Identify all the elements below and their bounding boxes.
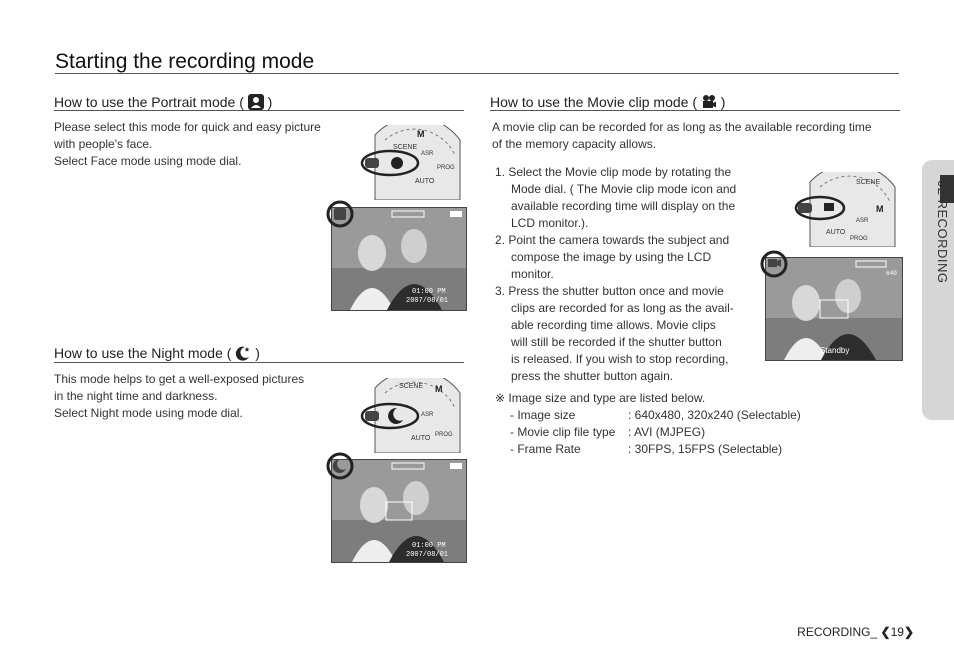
movie-heading-text: How to use the Movie clip mode (	[490, 94, 697, 110]
portrait-mode-dial	[355, 125, 465, 200]
dial-asr-label: ASR	[421, 412, 434, 418]
dial-m-label: M	[417, 129, 425, 139]
spec-value: : 30FPS, 15FPS (Selectable)	[628, 442, 783, 456]
spec-row	[510, 407, 801, 424]
dial-m-label: M	[435, 384, 443, 394]
movie-lcd-resolution: 640	[886, 270, 897, 277]
dial-auto-label: AUTO	[411, 435, 431, 442]
chapter-tab-label: 02 RECORDING	[935, 180, 950, 284]
dial-prog-label: PROG	[435, 432, 453, 438]
night-mode-icon	[235, 345, 251, 361]
movie-intro-line: A movie clip can be recorded for as long as the available recording time	[492, 120, 872, 134]
movie-heading	[490, 94, 725, 110]
night-divider	[54, 362, 464, 363]
step-2-line: compose the image by using the LCD	[511, 250, 712, 264]
dial-m-label: M	[876, 204, 884, 214]
dial-scene-label: SCENE	[856, 179, 881, 186]
night-lcd-mode-highlight	[326, 452, 354, 480]
portrait-line: Please select this mode for quick and easy picture	[54, 120, 321, 134]
spec-label: - Image size	[510, 408, 576, 422]
step-3-line: clips are recorded for as long as the avail-	[511, 301, 734, 315]
step-2-line: 2. Point the camera towards the subject and	[495, 233, 730, 247]
dial-auto-label: AUTO	[415, 178, 435, 185]
movie-clip-icon	[701, 94, 717, 110]
spec-row	[510, 441, 801, 458]
night-heading	[54, 345, 260, 361]
step-1-line: available recording time will display on the	[511, 199, 736, 213]
movie-specs	[510, 407, 801, 458]
step-3-line: able recording time allows. Movie clips	[511, 318, 716, 332]
chapter-tab-label-wrap	[920, 170, 954, 410]
footer-bracket-right: ❯	[903, 625, 914, 639]
dial-prog-label: PROG	[850, 236, 868, 242]
night-line: This mode helps to get a well-exposed pictures	[54, 372, 305, 386]
dial-asr-label: ASR	[856, 218, 869, 224]
movie-heading-close: )	[720, 94, 726, 110]
portrait-heading-text: How to use the Portrait mode (	[54, 94, 244, 110]
night-lcd-time: 01:00 PM	[412, 542, 446, 550]
movie-mode-dial	[790, 172, 900, 247]
portrait-mode-icon	[248, 94, 264, 110]
step-1-line: 1. Select the Movie clip mode by rotating the	[495, 165, 732, 179]
dial-scene-label: SCENE	[399, 383, 424, 390]
night-heading-text: How to use the Night mode (	[54, 345, 232, 361]
dial-prog-label: PROG	[437, 165, 455, 171]
night-line: Select Night mode using mode dial.	[54, 406, 243, 420]
step-3-line: 3. Press the shutter button once and movie	[495, 284, 724, 298]
step-2-line: monitor.	[511, 267, 554, 281]
night-lcd-date: 2007/08/01	[406, 551, 449, 559]
page-number: 19	[890, 625, 904, 639]
movie-intro-line: of the memory capacity allows.	[492, 137, 657, 151]
dial-auto-label: AUTO	[826, 229, 846, 236]
step-3-line: will still be recorded if the shutter button	[511, 335, 722, 349]
night-heading-close: )	[255, 345, 260, 361]
footer-bracket-left: ❮	[880, 625, 891, 639]
portrait-line: with people's face.	[54, 137, 153, 151]
portrait-description	[54, 119, 321, 170]
title-divider	[55, 73, 899, 74]
dial-asr-label: ASR	[421, 151, 434, 157]
portrait-divider	[54, 110, 464, 111]
step-3-line: is released. If you wish to stop recording,	[511, 352, 729, 366]
portrait-heading	[54, 94, 272, 110]
night-description	[54, 371, 304, 422]
movie-lcd-standby: Standby	[820, 346, 850, 355]
spec-row	[510, 424, 801, 441]
page-title: Starting the recording mode	[55, 50, 315, 73]
spec-label: - Frame Rate	[510, 442, 581, 456]
step-1-line: Mode dial. ( The Movie clip mode icon and	[511, 182, 737, 196]
portrait-lcd-time: 01:00 PM	[412, 288, 446, 296]
movie-lcd-mode-highlight	[760, 250, 788, 278]
movie-intro	[492, 119, 872, 153]
movie-note: ※ Image size and type are listed below.	[495, 391, 706, 405]
portrait-heading-close: )	[267, 94, 273, 110]
spec-value: : AVI (MJPEG)	[628, 425, 706, 439]
night-line: in the night time and darkness.	[54, 389, 218, 403]
movie-divider	[490, 110, 900, 111]
dial-scene-label: SCENE	[393, 144, 418, 151]
step-3-line: press the shutter button again.	[511, 369, 674, 383]
page-footer	[797, 625, 914, 639]
footer-label: RECORDING_	[797, 625, 878, 639]
spec-value: : 640x480, 320x240 (Selectable)	[628, 408, 801, 422]
step-1-line: LCD monitor.).	[511, 216, 589, 230]
portrait-lcd-date: 2007/08/01	[406, 297, 449, 305]
portrait-lcd-mode-highlight	[326, 200, 354, 228]
night-mode-dial	[355, 378, 465, 453]
movie-steps	[495, 164, 736, 385]
portrait-line: Select Face mode using mode dial.	[54, 154, 242, 168]
spec-label: - Movie clip file type	[510, 425, 616, 439]
